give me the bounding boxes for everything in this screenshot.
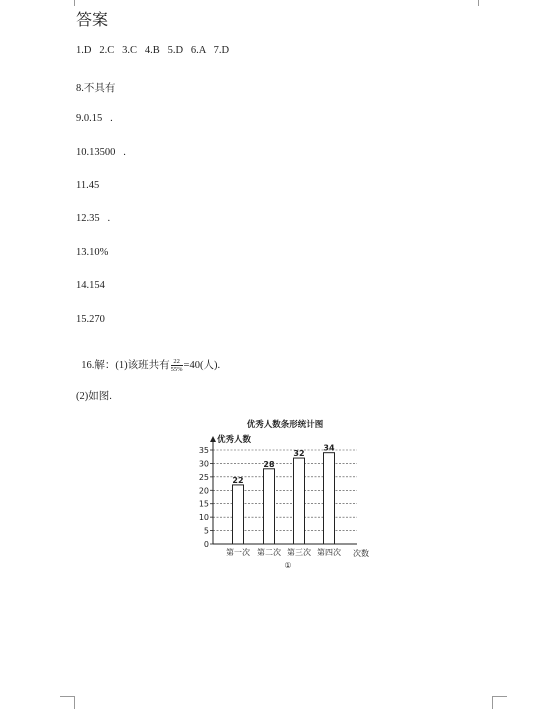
- chart-ylabel: 优秀人数: [217, 435, 252, 445]
- y-tick-label: 20: [198, 486, 209, 496]
- bar: [324, 453, 335, 544]
- page-title: 答案: [76, 10, 109, 29]
- crop-mark-bottom-left: [60, 696, 75, 709]
- answer-line-16: [76, 346, 220, 373]
- q16-fraction-denominator: 55%: [170, 366, 183, 374]
- bar-data-label: 34: [323, 443, 335, 453]
- y-tick-label: 10: [198, 513, 209, 523]
- answer-line-16-part2: (2)如图.: [76, 391, 112, 402]
- y-tick-label: 30: [198, 459, 209, 469]
- y-tick-label: 5: [203, 526, 209, 536]
- answer-line-9: 9.0.15 .: [76, 113, 113, 124]
- y-tick-label: 15: [198, 499, 209, 509]
- chart-xlabel: 次数: [353, 549, 369, 558]
- crop-mark-top-left: [60, 0, 75, 6]
- bar: [294, 458, 305, 544]
- q16-fraction-numerator: 22: [171, 358, 183, 366]
- answer-line-15: 15.270: [76, 314, 105, 325]
- q16-fraction: [171, 358, 183, 373]
- chart-title: 优秀人数条形统计图: [246, 420, 324, 430]
- bar-data-label: 22: [232, 475, 244, 485]
- q16-prefix: 16.解：(1)该班共有: [81, 360, 170, 371]
- answer-line-8: 8.不具有: [76, 83, 116, 94]
- y-tick-label: 35: [198, 446, 209, 455]
- answer-line-11: 11.45: [76, 180, 100, 191]
- bar-data-label: 32: [293, 449, 305, 459]
- answer-line-13: 13.10%: [76, 247, 109, 258]
- crop-mark-top-right: [478, 0, 493, 6]
- y-axis-arrow: [210, 436, 216, 442]
- bar: [233, 485, 244, 544]
- bar-chart: [195, 415, 375, 575]
- bar: [264, 469, 275, 544]
- crop-mark-bottom-right: [492, 696, 507, 709]
- chart-bars: [232, 444, 335, 544]
- x-tick-label: 第四次: [317, 548, 341, 557]
- y-tick-label: 0: [203, 540, 209, 549]
- answer-line-14: 14.154: [76, 280, 105, 291]
- q16-suffix: =40(人).: [183, 360, 221, 371]
- answer-line-12: 12.35 .: [76, 213, 111, 224]
- bar-data-label: 28: [263, 459, 275, 469]
- answer-line-10: 10.13500 .: [76, 147, 126, 158]
- x-tick-label: 第一次: [226, 548, 250, 557]
- x-tick-label: 第三次: [287, 548, 311, 557]
- x-tick-label: 第二次: [257, 548, 281, 557]
- y-tick-label: 25: [198, 472, 209, 482]
- chart-caption: ①: [284, 561, 292, 570]
- answer-line-1-7: 1.D 2.C 3.C 4.B 5.D 6.A 7.D: [76, 45, 230, 56]
